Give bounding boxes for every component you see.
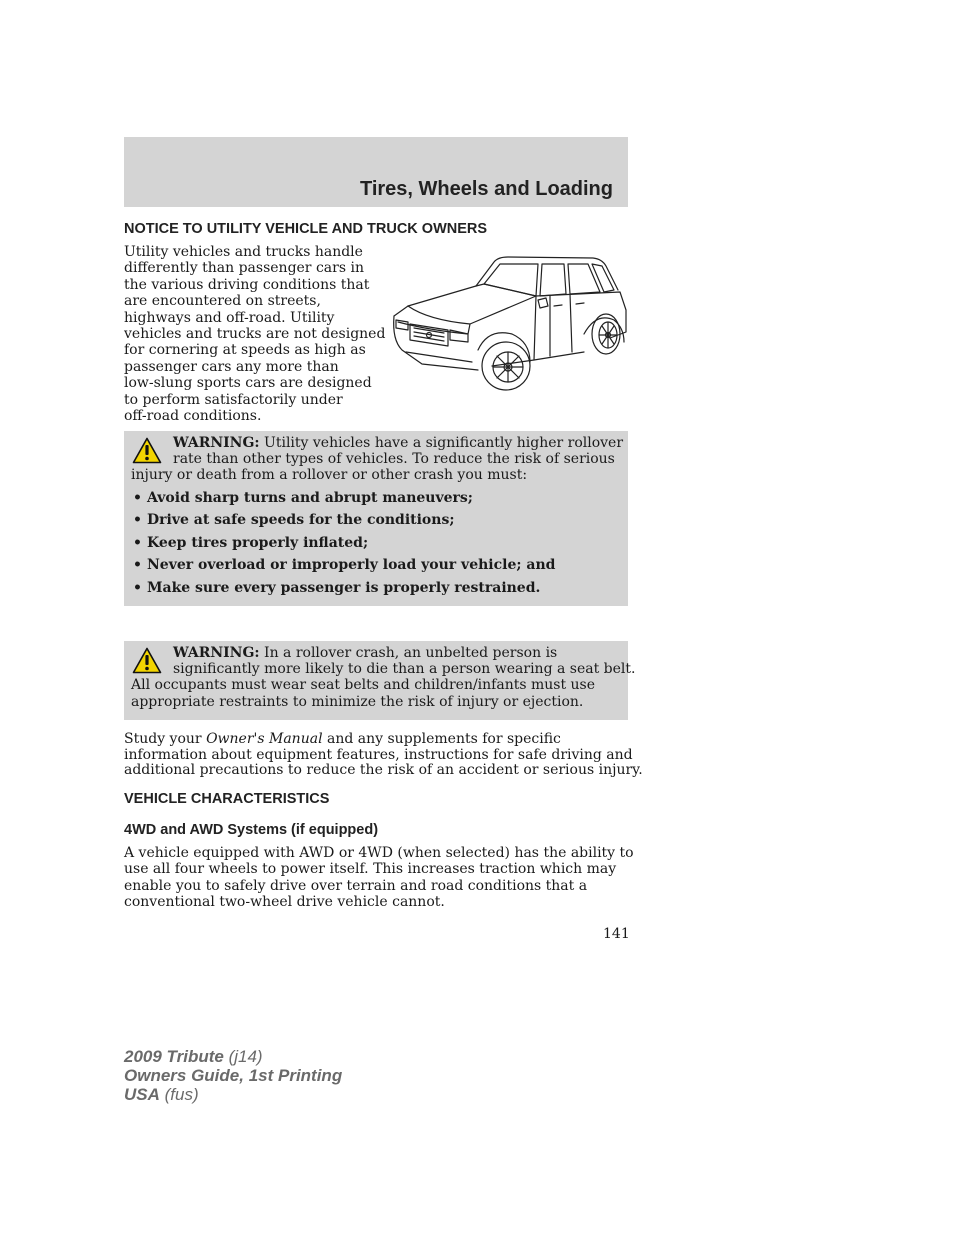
notice-line: highways and off-road. Utility	[124, 309, 335, 326]
warning-triangle-icon	[132, 647, 162, 674]
notice-paragraph	[124, 244, 386, 424]
notice-line: off-road conditions.	[124, 408, 262, 425]
awd-paragraph: A vehicle equipped with AWD or 4WD (when selected) has the ability to use all four wheels to power itself. This increases traction which may enable you to safely drive over terrain and road conditions that a conventional two-wheel drive vehicle cannot.	[124, 845, 634, 911]
seatbelt-warning-box	[124, 641, 636, 720]
manual-title: Owner's Manual	[206, 731, 323, 747]
document-footer: 2009 Tribute (j14) Owners Guide, 1st Printing USA (fus)	[124, 1047, 343, 1104]
list-item: • Keep tires properly inflated;	[133, 534, 369, 551]
warning-label: WARNING:	[173, 645, 260, 661]
awd-4wd-subheading: 4WD and AWD Systems (if equipped)	[124, 822, 379, 838]
rollover-precautions-list	[131, 490, 620, 603]
rollover-warning-box	[124, 431, 628, 606]
warning-line: All occupants must wear seat belts and children/infants must use	[131, 677, 596, 694]
notice-line: vehicles and trucks are not designed	[124, 326, 386, 343]
vehicle-characteristics-heading: VEHICLE CHARACTERISTICS	[124, 791, 330, 807]
notice-line: to perform satisfactorily under	[124, 391, 343, 408]
section-title: Tires, Wheels and Loading	[359, 178, 613, 200]
notice-line: Utility vehicles and trucks handle	[124, 244, 363, 260]
page-number: 141	[603, 926, 630, 942]
list-item: • Make sure every passenger is properly restrained.	[133, 579, 541, 596]
notice-line: for cornering at speeds as high as	[124, 342, 366, 359]
warning-line: appropriate restraints to minimize the risk of injury or ejection.	[131, 693, 584, 710]
notice-line: are encountered on streets,	[124, 293, 321, 310]
section-header-band	[124, 137, 628, 207]
warning-line: WARNING: Utility vehicles have a significantly higher rollover	[173, 435, 624, 451]
warning-triangle-icon	[132, 437, 162, 464]
list-item: • Drive at safe speeds for the conditions;	[133, 512, 455, 529]
study-manual-paragraph: Study your Owner's Manual and any supplements for specific information about equipment features, instructions for safe driving and additional precautions to reduce the risk of an accident or serious injury.	[124, 731, 643, 779]
warning-line: rate than other types of vehicles. To reduce the risk of serious	[173, 451, 615, 468]
warning-line: injury or death from a rollover or other crash you must:	[131, 467, 528, 484]
notice-line: the various driving conditions that	[124, 276, 370, 293]
warning-line: significantly more likely to die than a person wearing a seat belt.	[173, 661, 636, 678]
warning-label: WARNING:	[173, 435, 260, 451]
notice-line: low-slung sports cars are designed	[124, 375, 372, 392]
warning-line: WARNING: In a rollover crash, an unbelted person is	[173, 645, 558, 661]
list-item: • Avoid sharp turns and abrupt maneuvers;	[133, 489, 473, 506]
notice-line: passenger cars any more than	[124, 358, 339, 375]
list-item: • Never overload or improperly load your vehicle; and	[133, 557, 556, 574]
notice-line: differently than passenger cars in	[124, 260, 364, 277]
suv-illustration	[388, 250, 628, 398]
notice-heading: NOTICE TO UTILITY VEHICLE AND TRUCK OWNERS	[124, 221, 488, 237]
